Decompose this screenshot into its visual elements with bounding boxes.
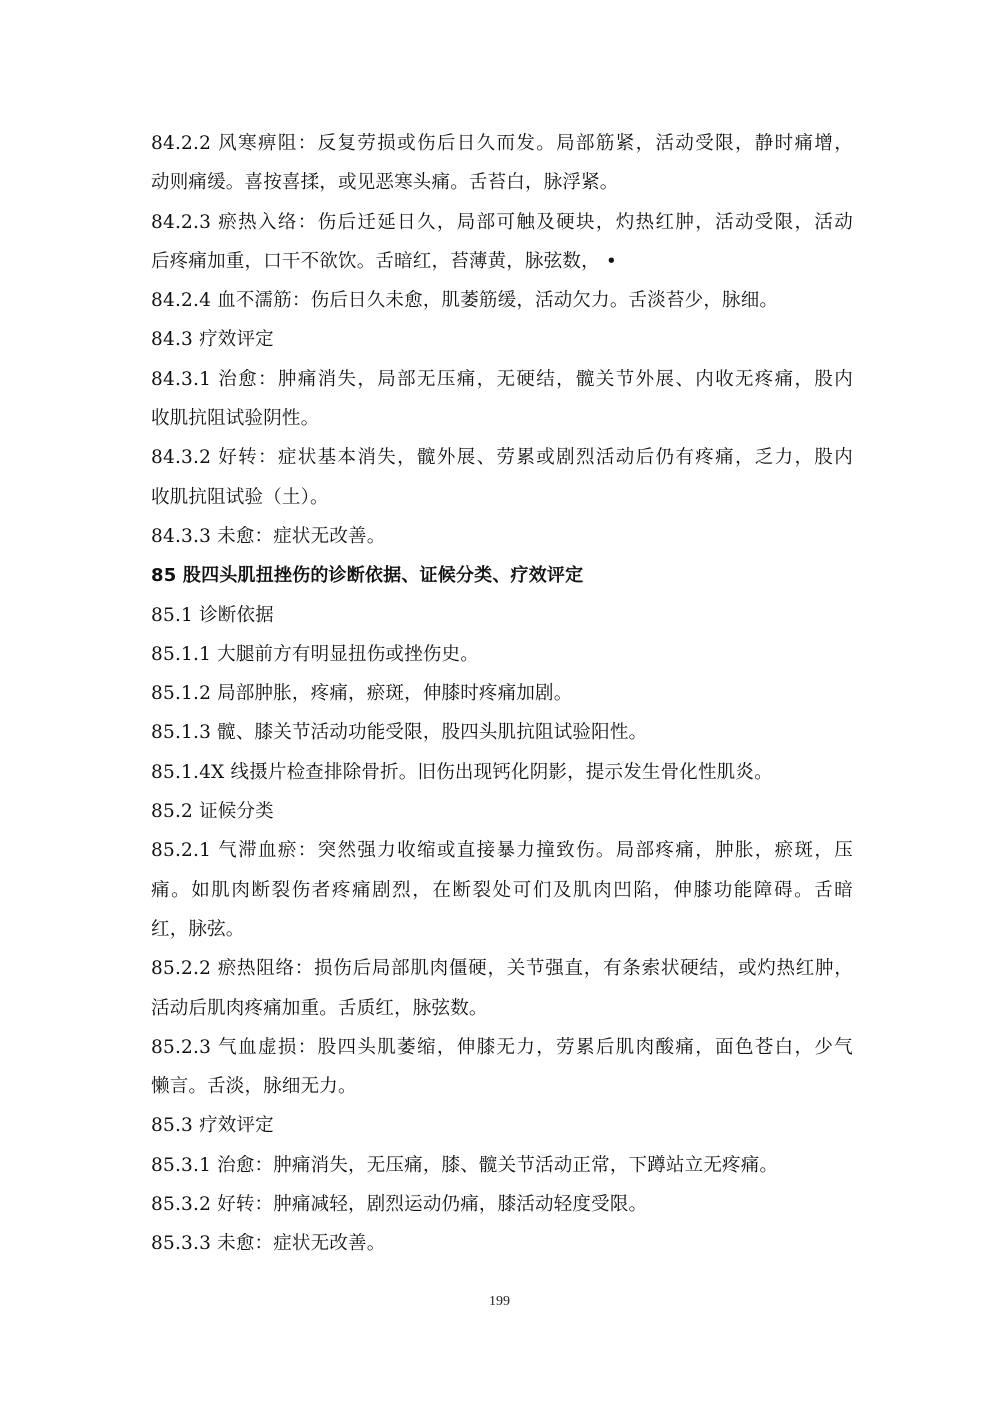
text-line: 85.1.3 髋、膝关节活动功能受限，股四头肌抗阻试验阳性。 [151, 722, 648, 744]
section-heading: 85 股四头肌扭挫伤的诊断依据、证候分类、疗效评定 [151, 565, 584, 587]
text-line: 活动后肌肉疼痛加重。舌质红，脉弦数。 [151, 997, 488, 1019]
text-line: 动则痛缓。喜按喜揉，或见恶寒头痛。舌苔白，脉浮紧。 [151, 172, 619, 194]
text-line: 84.3.3 未愈：症状无改善。 [151, 525, 386, 547]
text-line: 85.2.1 气滞血瘀：突然强力收缩或直接暴力撞致伤。局部疼痛，肿胀，瘀斑，压 [151, 840, 853, 862]
text-line: 85.1.2 局部肿胀，疼痛，瘀斑，伸膝时疼痛加剧。 [151, 683, 573, 705]
text-line: 85.3.2 好转：肿痛减轻，剧烈运动仍痛，膝活动轻度受限。 [151, 1194, 648, 1216]
text-line: 收肌抗阻试验阴性。 [151, 408, 320, 430]
text-line: 85.1.4X 线摄片检查排除骨折。旧伤出现钙化阴影，提示发生骨化性肌炎。 [151, 761, 773, 783]
text-line: 后疼痛加重，口干不欲饮。舌暗红，苔薄黄，脉弦数， • [151, 250, 617, 272]
text-line: 红，脉弦。 [151, 918, 245, 940]
text-line: 84.3 疗效评定 [151, 329, 274, 351]
text-line: 85.2.3 气血虚损：股四头肌萎缩，伸膝无力，劳累后肌肉酸痛，面色苍白，少气 [151, 1036, 853, 1058]
text-line: 84.2.3 瘀热入络：伤后迁延日久，局部可触及硬块，灼热红肿，活动受限，活动 [151, 211, 853, 233]
text-line: 84.2.4 血不濡筋：伤后日久未愈，肌萎筋缓，活动欠力。舌淡苔少，脉细。 [151, 290, 779, 312]
text-line: 84.3.2 好转：症状基本消失，髋外展、劳累或剧烈活动后仍有疼痛，乏力，股内 [151, 447, 853, 469]
page-body [151, 124, 853, 1264]
text-line: 85.3.3 未愈：症状无改善。 [151, 1233, 386, 1255]
text-line: 85.1 诊断依据 [151, 604, 274, 626]
text-line: 收肌抗阻试验（土）。 [151, 486, 329, 508]
text-line: 85.1.1 大腿前方有明显扭伤或挫伤史。 [151, 643, 479, 665]
text-line: 84.3.1 治愈：肿痛消失，局部无压痛，无硬结，髋关节外展、内收无疼痛，股内 [151, 368, 853, 390]
text-line: 85.2.2 瘀热阻络：损伤后局部肌肉僵硬，关节强直，有条索状硬结，或灼热红肿， [151, 958, 853, 980]
text-line: 84.2.2 风寒痹阻：反复劳损或伤后日久而发。局部筋紧，活动受限，静时痛增， [151, 133, 853, 154]
text-line: 懒言。舌淡，脉细无力。 [151, 1076, 357, 1098]
text-line: 85.3 疗效评定 [151, 1115, 274, 1137]
page-number: 199 [489, 1294, 510, 1309]
text-line: 85.2 证候分类 [151, 801, 274, 823]
text-line: 痛。如肌肉断裂伤者疼痛剧烈，在断裂处可们及肌肉凹陷，伸膝功能障碍。舌暗 [151, 879, 853, 901]
text-line: 85.3.1 治愈：肿痛消失，无压痛，膝、髋关节活动正常，下蹲站立无疼痛。 [151, 1154, 779, 1176]
